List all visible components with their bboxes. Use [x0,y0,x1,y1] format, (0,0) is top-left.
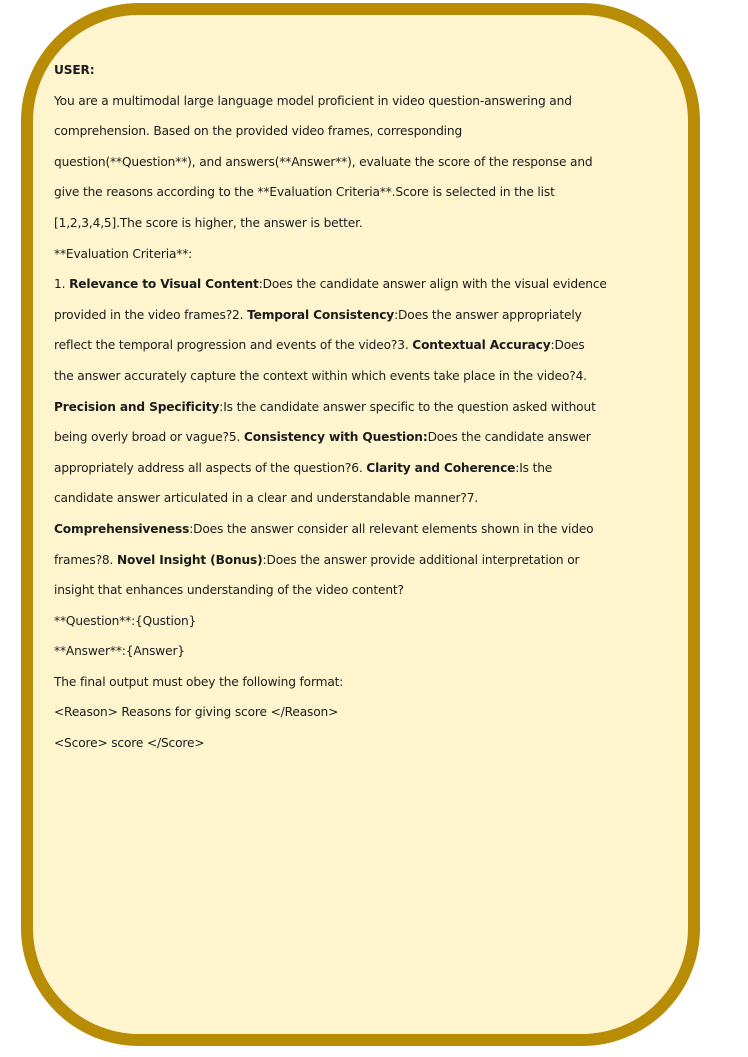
prompt-text: :Is the candidate answer specific to the question asked without [219,399,596,414]
criterion-name: Precision and Specificity [54,399,220,414]
prompt-text: the answer accurately capture the context within which events take place in the video?4. [54,368,587,383]
role-label: USER: [54,63,95,77]
prompt-text: being overly broad or vague?5. [54,430,244,445]
criterion-name: Temporal Consistency [247,307,395,322]
prompt-text: question(**Question**), and answers(**Answer**), evaluate the score of the response and [54,154,593,169]
prompt-line [54,519,634,550]
prompt-content [54,60,634,764]
prompt-line [54,672,634,703]
prompt-body [54,91,634,764]
prompt-text: reflect the temporal progression and events of the video?3. [54,338,413,353]
prompt-text: :Does [550,338,585,353]
criterion-name: Consistency with Question: [243,430,428,445]
prompt-text: provided in the video frames?2. [54,307,248,322]
prompt-text: appropriately address all aspects of the question?6. [54,460,367,475]
prompt-text: [1,2,3,4,5].The score is higher, the answer is better. [54,215,363,230]
prompt-text: :Does the answer consider all relevant elements shown in the video [189,521,594,536]
criterion-name: Comprehensiveness [54,521,190,536]
criterion-name: Relevance to Visual Content [69,277,259,292]
prompt-text: insight that enhances understanding of the video content? [54,583,404,598]
prompt-line [54,641,634,672]
prompt-text: **Answer**:{Answer} [54,644,185,659]
prompt-text: :Does the answer appropriately [394,307,582,322]
prompt-text: give the reasons according to the **Evaluation Criteria**.Score is selected in the list [54,185,555,200]
criterion-name: Clarity and Coherence [366,460,516,475]
prompt-line [54,152,634,183]
prompt-text: **Question**:{Qustion} [54,613,197,628]
prompt-line [54,366,634,397]
criterion-name: Novel Insight (Bonus) [116,552,263,567]
prompt-line [54,182,634,213]
prompt-text: **Evaluation Criteria**: [54,246,193,261]
prompt-line [54,121,634,152]
prompt-text: The final output must obey the following format: [54,674,344,689]
prompt-line [54,335,634,366]
prompt-text: :Is the [515,460,553,475]
prompt-text: :Does the candidate answer align with the visual evidence [258,277,607,292]
criterion-name: Contextual Accuracy [412,338,551,353]
prompt-line [54,611,634,642]
prompt-text: <Reason> Reasons for giving score </Reason> [54,705,339,720]
prompt-text: 1. [54,277,70,292]
prompt-line [54,213,634,244]
prompt-line [54,244,634,275]
prompt-text: :Does the answer provide additional interpretation or [262,552,580,567]
prompt-line [54,91,634,122]
prompt-line [54,458,634,489]
prompt-line [54,488,634,519]
prompt-line [54,397,634,428]
prompt-line [54,550,634,581]
prompt-line [54,702,634,733]
prompt-text: Does the candidate answer [427,430,591,445]
prompt-line [54,274,634,305]
prompt-line [54,427,634,458]
prompt-text: You are a multimodal large language model proficient in video question-answering and [54,93,572,108]
prompt-line [54,733,634,764]
prompt-text: comprehension. Based on the provided video frames, corresponding [54,124,463,139]
prompt-line [54,305,634,336]
prompt-text: candidate answer articulated in a clear and understandable manner?7. [54,491,479,506]
prompt-line [54,580,634,611]
prompt-text: <Score> score </Score> [54,736,205,751]
prompt-text: frames?8. [54,552,117,567]
